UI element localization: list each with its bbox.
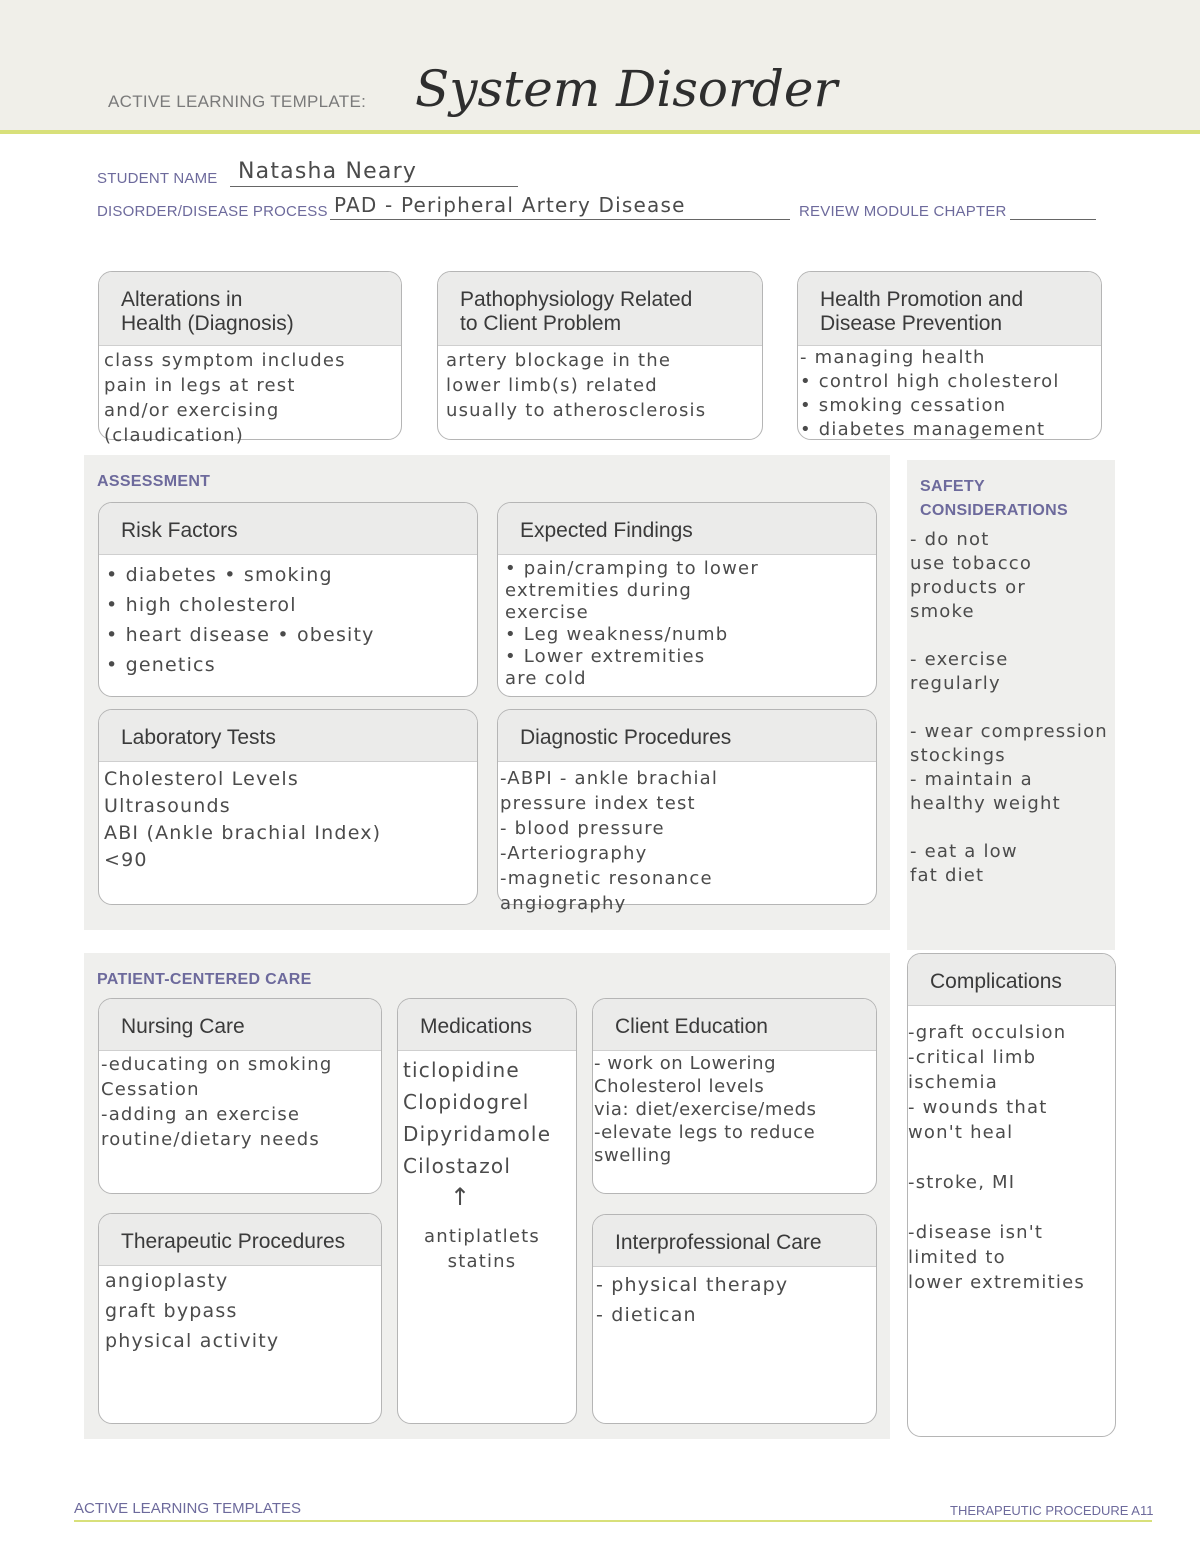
alterations-title: Alterations in Health (Diagnosis): [99, 272, 401, 346]
diagnostic-procedures-title: Diagnostic Procedures: [498, 710, 876, 762]
client-education-content[interactable]: - work on Lowering Cholesterol levels via: diet/exercise/meds -elevate legs to reduce swelling: [594, 1053, 817, 1166]
disorder-value[interactable]: PAD - Peripheral Artery Disease: [334, 193, 686, 217]
therapeutic-procedures-title: Therapeutic Procedures: [99, 1214, 381, 1266]
laboratory-tests-title: Laboratory Tests: [99, 710, 477, 762]
diagnostic-procedures-content[interactable]: -ABPI - ankle brachial pressure index test - blood pressure -Arteriography -magnetic resonance angiography: [500, 768, 719, 914]
review-module-line: [1010, 219, 1096, 220]
nursing-care-title: Nursing Care: [99, 999, 381, 1051]
pathophysiology-title: Pathophysiology Related to Client Problem: [438, 272, 762, 346]
interprofessional-care-content[interactable]: - physical therapy - dietican: [596, 1274, 789, 1326]
disorder-label: DISORDER/DISEASE PROCESS: [97, 203, 328, 220]
pathophysiology-content[interactable]: artery blockage in the lower limb(s) related usually to atherosclerosis: [446, 350, 707, 421]
student-name-value[interactable]: Natasha Neary: [238, 159, 418, 184]
student-name-label: STUDENT NAME: [97, 170, 218, 187]
student-name-line: [230, 186, 518, 187]
interprofessional-care-title: Interprofessional Care: [593, 1215, 876, 1267]
alterations-content[interactable]: class symptom includes pain in legs at rest and/or exercising (claudication): [104, 350, 346, 446]
laboratory-tests-content[interactable]: Cholesterol Levels Ultrasounds ABI (Ankle brachial Index) <90: [104, 768, 382, 871]
complications-content[interactable]: -graft occulsion -critical limb ischemia - wounds that won't heal -stroke, MI -disease isn't limited to lower extremities: [908, 1022, 1085, 1293]
medications-note[interactable]: antiplatlets statins: [424, 1226, 540, 1272]
risk-factors-title: Risk Factors: [99, 503, 477, 555]
risk-factors-content[interactable]: • diabetes • smoking • high cholesterol • heart disease • obesity • genetics: [106, 564, 375, 676]
footer-rule: [74, 1520, 1152, 1522]
footer-right: THERAPEUTIC PROCEDURE A11: [950, 1503, 1154, 1518]
safety-content[interactable]: - do not use tobacco products or smoke - exercise regularly - wear compression stockings - maintain a healthy weight - eat a low fat diet: [910, 529, 1108, 886]
expected-findings-title: Expected Findings: [498, 503, 876, 555]
medications-title: Medications: [398, 999, 576, 1051]
disorder-line: [330, 219, 790, 220]
up-arrow-icon: ↑: [450, 1183, 472, 1211]
safety-label: SAFETY CONSIDERATIONS: [920, 478, 1068, 519]
assessment-label: ASSESSMENT: [97, 473, 211, 490]
expected-findings-content[interactable]: • pain/cramping to lower extremities during exercise • Leg weakness/numb • Lower extremities are cold: [505, 558, 759, 689]
review-module-label: REVIEW MODULE CHAPTER: [799, 203, 1007, 220]
footer-left: ACTIVE LEARNING TEMPLATES: [74, 1500, 301, 1517]
client-education-title: Client Education: [593, 999, 876, 1051]
patient-care-label: PATIENT-CENTERED CARE: [97, 971, 312, 988]
therapeutic-procedures-content[interactable]: angioplasty graft bypass physical activity: [105, 1270, 280, 1352]
health-promotion-content[interactable]: - managing health • control high cholesterol • smoking cessation • diabetes management: [800, 347, 1060, 440]
nursing-care-content[interactable]: -educating on smoking Cessation -adding an exercise routine/dietary needs: [101, 1054, 333, 1150]
health-promotion-title: Health Promotion and Disease Prevention: [798, 272, 1101, 346]
template-label: ACTIVE LEARNING TEMPLATE:: [108, 92, 367, 111]
page-title: System Disorder: [415, 60, 838, 118]
complications-title: Complications: [908, 954, 1115, 1006]
medications-content[interactable]: ticlopidine Clopidogrel Dipyridamole Cilostazol: [403, 1058, 552, 1178]
